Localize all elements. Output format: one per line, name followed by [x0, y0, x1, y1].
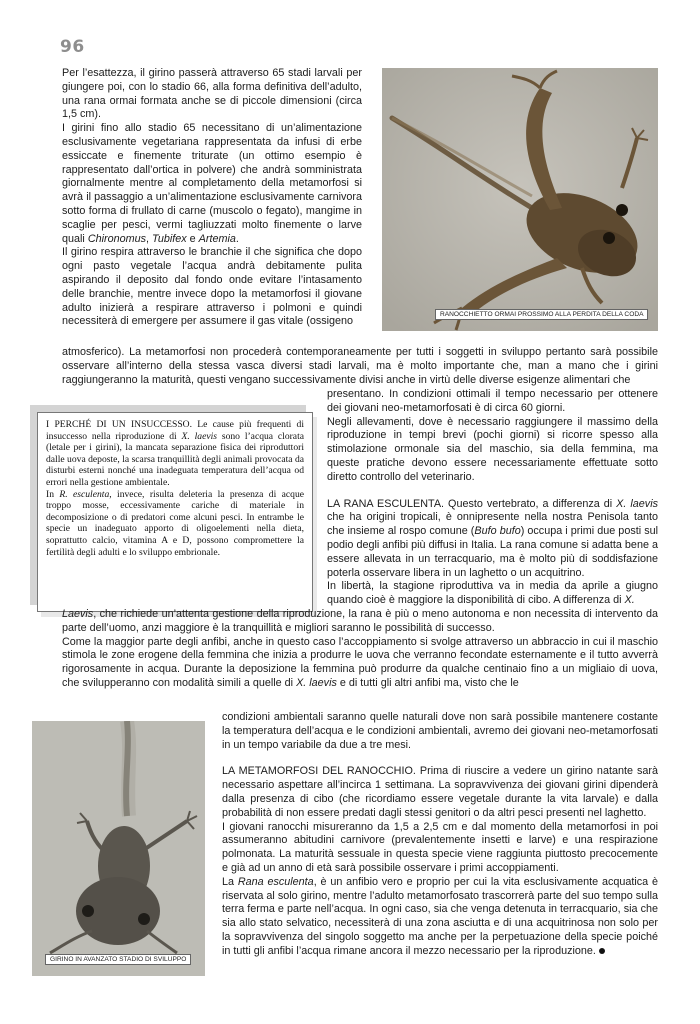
sidebar-paragraph: I PERCHÉ DI UN INSUCCESSO. Le cause più frequenti di insuccesso nella riproduzione di X. laevis sono l’acqua clorata (letale per i girini), la mancata separazione fisica dei riproduttori dalle uova deposte, la scarsa tranquillità degli animali provocata da disturbi esterni nonché una inadeguata temperatura dell’acqua od errori nella gestione ambientale. [46, 419, 304, 488]
sidebar-paragraph: In R. esculenta, invece, risulta deleteria la presenza di acque troppo mosse, eccessivamente cariche di materiale in decomposizione o di predatori come alcuni pesci. In entrambe le specie un inadeguato apporto di oligoelementi nella dieta, soprattutto calcio, vitamina A e D, possono compromettere la fertilità degli adulti e lo sviluppo embrionale. [46, 488, 305, 558]
text-column-mid [327, 388, 658, 608]
paragraph: Il girino respira attraverso le branchie il che significa che dopo ogni pasto vegetale l’acqua andrà debitamente pulita aspirando il deposito dal fondo onde evitare l’intasamento delle branchie, mentre invece dopo la metamorfosi il giovane adulto inizierà a respirare attraverso i polmoni e quindi necessiterà di emergere per assumere il gas vitale (ossigeno [62, 246, 362, 328]
page-number: 96 [60, 37, 85, 57]
text-column-top [62, 67, 362, 329]
tadpole-photo [32, 721, 205, 976]
photo-caption: GIRINO IN AVANZATO STADIO DI SVILUPPO [45, 954, 191, 965]
sidebar-box [37, 412, 313, 612]
paragraph: In libertà, la stagione riproduttiva va in media da aprile a giugno quando cioè è maggiore la disponibilità di cibo. A differenza di X. [327, 580, 658, 607]
paragraph: I giovani ranocchi misureranno da 1,5 a 2,5 cm e dal momento della metamorfosi in poi assumeranno abitudini carnivore (prevalentemente insetti e larve) e una respirazione polmonata. La maturità sessuale in questa specie viene raggiunta piuttosto precocemente e già ad un anno di età sarà possibile osservare i primi accoppiamenti. [222, 820, 658, 874]
paragraph: Per l’esattezza, il girino passerà attraverso 65 stadi larvali per giungere poi, con lo stadio 66, alla forma definitiva dell’adulto, una rana ormai formata anche se di piccole dimensioni (circa 1,5 cm). [62, 67, 362, 121]
paragraph: condizioni ambientali saranno quelle naturali dove non sarà possibile mantenere costante la temperatura dell’acqua e le condizioni ambientali, avremo dei giovani neo-metamorfosati in un tempo variabile da due a tre mesi. [222, 711, 658, 751]
paragraph: I girini fino allo stadio 65 necessitano di un’alimentazione esclusivamente vegetariana rappresentata da infusi di erbe essiccate e finemente triturate (un ottimo esempio è rappresentato dall’ortica in polvere) che andrà somministrata giornalmente mentre al completamento della metamorfosi si avrà il passaggio a un’alimentazione esclusivamente carnivora sotto forma di frullato di carne (muscolo o fegato), mangime in scaglie per pesci, vermi tagliuzzati molto finemente o larve quali Chironomus, Tubifex e Artemia. [62, 122, 362, 245]
bullet-icon [599, 948, 605, 954]
paragraph: Come la maggior parte degli anfibi, anche in questo caso l’accoppiamento si svolge attraverso un abbraccio in cui il maschio stimola le zone erogene della femmina che inizia a produrre le uova che verranno fecondate esternamente e il tutto avverrà rigorosamente in acqua. Durante la deposizione la femmina può produrre da qualche centinaio fino a un migliaio di uova, che svilupperanno con modalità simili a quelle di X. laevis e di tutti gli altri anfibi ma, visto che le [62, 635, 658, 689]
paragraph: LA RANA ESCULENTA. Questo vertebrato, a differenza di X. laevis che ha origini tropicali, è onnipresente nella nostra Penisola tanto che insieme al rospo comune (Bufo bufo) occupa i primi due posti sul podio degli anfibi più diffusi in Italia. La rana comune si adatta bene a essere allevata in un terracquario, ma è molto più di soddisfazione poterla osservare libera in un laghetto o un acquitrino. [327, 497, 658, 579]
text-wide-2 [62, 608, 658, 691]
text-wide-1: atmosferico). La metamorfosi non procederà contemporaneamente per tutti i soggetti in sviluppo pertanto sarà possibile osservare all’interno della stessa vasca diversi stadi larvali, ma è molto importante che, man a mano che i girini raggiungeranno la maturità, questi vengano successivamente divisi anche in virtù delle diverse esigenze alimentari che [62, 346, 658, 386]
froglet-photo [382, 68, 658, 331]
photo-caption: RANOCCHIETTO ORMAI PROSSIMO ALLA PERDITA DELLA CODA [435, 309, 648, 320]
paragraph: LA METAMORFOSI DEL RANOCCHIO. Prima di riuscire a vedere un girino natante sarà necessario aspettare all’incirca 1 settimana. La sopravvivenza dei giovani girini dipenderà dalla presenza di cibo (che ricordiamo essere vegetale durante la vita larvale) e dalla probabilità di non essere predati dagli stessi genitori o da altri pesci presenti nel laghetto. [222, 765, 658, 819]
paragraph: La Rana esculenta, è un anfibio vero e proprio per cui la vita esclusivamente acquatica è riservata al solo girino, mentre l’adulto metamorfosato trascorrerà parte del suo tempo sulla terra ferma e parte nell’acqua. In ogni caso, sia che venga detenuta in terracquario, sia che sia allo stato selvatico, necessiterà di una zona asciutta e di una acquitrinosa non solo per la sopravvivenza del singolo soggetto ma anche per la perpetuazione della specie poiché in tutti gli anfibi l’acqua rimane ancora il mezzo necessario per la riproduzione. [222, 875, 658, 957]
paragraph: presentano. In condizioni ottimali il tempo necessario per ottenere dei giovani neo-metamorfosati è di circa 60 giorni. [327, 388, 658, 414]
paragraph: Laevis, che richiede un’attenta gestione della riproduzione, la rana è più o meno autonoma e non necessita di intervento da parte dell’uomo, anzi maggiore è la tranquillità e migliori saranno le possibilità di successo. [62, 608, 658, 634]
paragraph: Negli allevamenti, dove è necessario raggiungere il massimo della riproduzione in tempi brevi (pochi giorni) si ricorre spesso alla stimolazione ormonale sia del maschio, sia della femmina, ma queste pratiche devono essere necessariamente effettuate sotto diretto controllo del veterinario. [327, 415, 658, 483]
text-column-bottom [222, 711, 658, 959]
